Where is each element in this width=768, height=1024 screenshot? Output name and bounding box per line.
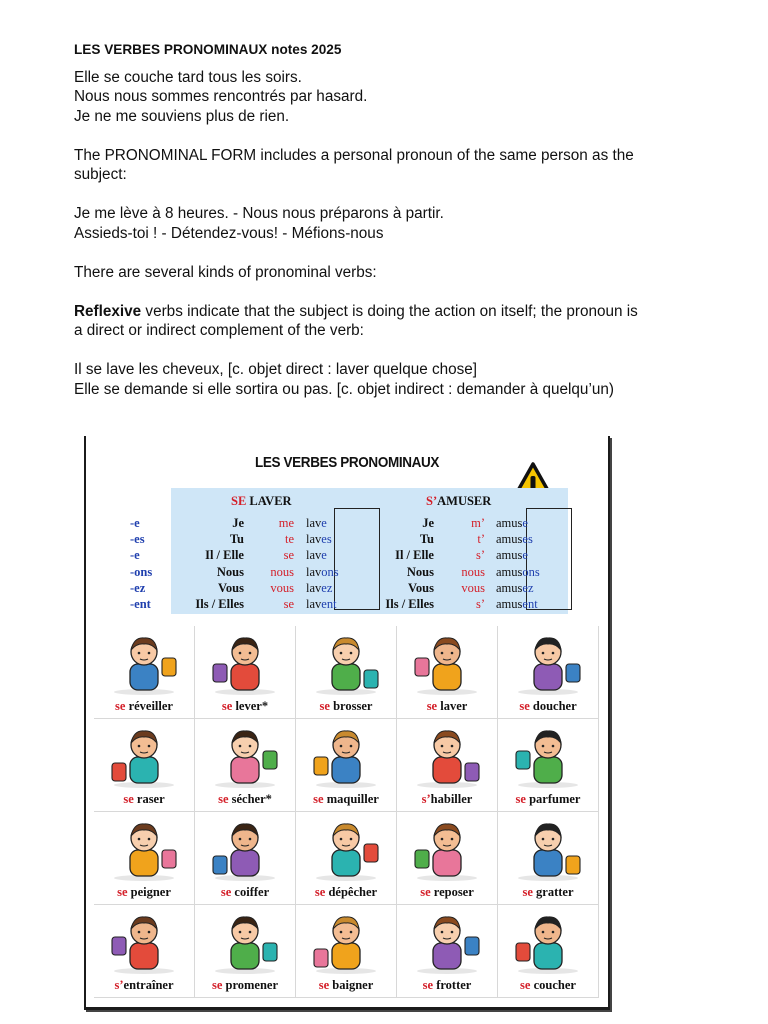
verb-illustration-icon bbox=[306, 816, 386, 882]
verb-card bbox=[296, 812, 397, 905]
verb-illustration-icon bbox=[508, 909, 588, 975]
subject-column: Je Tu Il / Elle Nous Vous Ils / Elles bbox=[195, 516, 244, 611]
reflexive-pronoun: se bbox=[117, 885, 131, 899]
verb-infinitive: raser bbox=[136, 792, 165, 806]
verb-card bbox=[195, 812, 296, 905]
verb-infinitive: lever* bbox=[235, 699, 269, 713]
verb-illustration-icon bbox=[205, 723, 285, 789]
verb-infinitive: coiffer bbox=[234, 885, 270, 899]
verb-illustration-icon bbox=[306, 723, 386, 789]
reflexive-pronoun: se bbox=[221, 699, 236, 713]
reflexive-pronoun: se bbox=[220, 885, 235, 899]
verb-label bbox=[498, 792, 598, 807]
verb-illustration-icon bbox=[104, 630, 184, 696]
reflexive-pronoun: s’ bbox=[421, 792, 431, 806]
verb-label bbox=[94, 885, 194, 900]
verb-label bbox=[498, 885, 598, 900]
reflexive-pronoun: se bbox=[426, 699, 441, 713]
verb-label bbox=[195, 792, 295, 807]
example-line: Je ne me souviens plus de rien. bbox=[74, 107, 290, 125]
verb-illustration-icon bbox=[306, 909, 386, 975]
verb-label bbox=[195, 978, 295, 993]
verb-illustration-icon bbox=[205, 909, 285, 975]
verb-card bbox=[195, 719, 296, 812]
verb-label bbox=[94, 978, 194, 993]
reflexive-pronoun: se bbox=[211, 978, 226, 992]
verb-header-amuser: S’AMUSER bbox=[426, 494, 492, 508]
example-line: Il se lave les cheveux, [c. objet direct : laver quelque chose] bbox=[74, 361, 478, 378]
verb-label bbox=[498, 978, 598, 993]
verb-label bbox=[397, 978, 497, 993]
verb-card bbox=[195, 905, 296, 998]
verb-infinitive: réveiller bbox=[128, 699, 173, 713]
example-line: Nous nous sommes rencontrés par hasard. bbox=[74, 88, 368, 105]
verb-card bbox=[94, 905, 195, 998]
example-line: Elle se couche tard tous les soirs. bbox=[74, 68, 302, 86]
reflexive-pronoun: se bbox=[519, 699, 533, 713]
verb-header-laver: SE LAVER bbox=[231, 494, 292, 508]
reflexive-pronoun: se bbox=[522, 885, 537, 899]
verb-card bbox=[296, 905, 397, 998]
kinds-line: There are several kinds of pronominal verbs: bbox=[74, 263, 377, 281]
definition-line: subject: bbox=[74, 166, 127, 183]
verb-infinitive: peigner bbox=[130, 885, 171, 899]
subject-column: Je Tu Il / Elle Nous Vous Ils / Elles bbox=[385, 516, 434, 611]
verb-infinitive: brosser bbox=[333, 699, 373, 713]
verb-infinitive: laver bbox=[440, 699, 468, 713]
reflexive-pronoun: se bbox=[319, 699, 334, 713]
verb-infinitive: habiller bbox=[430, 792, 473, 806]
reflexive-pronoun: se bbox=[515, 792, 530, 806]
reflexive-pronoun: se bbox=[520, 978, 534, 992]
reflexive-pronoun: se bbox=[314, 885, 329, 899]
reflexive-pronoun: se bbox=[115, 699, 129, 713]
verb-illustration-icon bbox=[104, 909, 184, 975]
verb-infinitive: frotter bbox=[436, 978, 472, 992]
verb-card bbox=[397, 905, 498, 998]
verb-illustration-icon bbox=[407, 723, 487, 789]
example-line: Elle se demande si elle sortira ou pas. [c. objet indirect : demander à quelqu’un) bbox=[74, 380, 614, 398]
verb-illustration-icon bbox=[205, 816, 285, 882]
verb-infinitive: sécher* bbox=[231, 792, 272, 806]
verb-infinitive: maquiller bbox=[326, 792, 379, 806]
verb-card bbox=[397, 626, 498, 719]
reflexive-pronoun: se bbox=[218, 792, 232, 806]
verb-infinitive: coucher bbox=[533, 978, 576, 992]
verb-label bbox=[498, 699, 598, 714]
verb-illustration-icon bbox=[407, 909, 487, 975]
verb-illustration-icon bbox=[508, 816, 588, 882]
definition-line: The PRONOMINAL FORM includes a personal pronoun of the same person as the bbox=[74, 146, 634, 164]
reflexive-line: a direct or indirect complement of the verb: bbox=[74, 322, 364, 339]
verb-card bbox=[397, 719, 498, 812]
verb-label bbox=[296, 792, 396, 807]
notes-title: LES VERBES PRONOMINAUX notes 2025 bbox=[74, 42, 342, 57]
reflexive-pronoun: se bbox=[422, 978, 437, 992]
verb-card bbox=[296, 626, 397, 719]
verb-label bbox=[195, 885, 295, 900]
reflexive-pronoun: se bbox=[420, 885, 434, 899]
verb-label bbox=[94, 699, 194, 714]
verb-label bbox=[195, 699, 295, 714]
reflexive-pronoun-column: m’ t’ s’ nous vous s’ bbox=[461, 516, 485, 611]
verb-label bbox=[397, 885, 497, 900]
verb-card bbox=[94, 626, 195, 719]
verb-illustration-icon bbox=[508, 630, 588, 696]
example-line: Assieds-toi ! - Détendez-vous! - Méfions-nous bbox=[74, 224, 384, 242]
verb-label bbox=[94, 792, 194, 807]
verb-card bbox=[195, 626, 296, 719]
verb-illustration-icon bbox=[407, 816, 487, 882]
verb-label bbox=[296, 978, 396, 993]
verb-label bbox=[397, 699, 497, 714]
reflexive-pronoun: se bbox=[313, 792, 327, 806]
verb-card bbox=[498, 719, 599, 812]
verb-infinitive: reposer bbox=[433, 885, 474, 899]
verb-infinitive: gratter bbox=[536, 885, 574, 899]
verb-infinitive: baigner bbox=[332, 978, 374, 992]
reflexive-line bbox=[74, 302, 724, 322]
reflexive-text: verbs indicate that the subject is doing the action on itself; the pronoun is bbox=[141, 302, 638, 320]
reflexive-pronoun: se bbox=[318, 978, 333, 992]
verb-infinitive: dépêcher bbox=[328, 885, 378, 899]
verb-label bbox=[296, 699, 396, 714]
verb-card bbox=[94, 812, 195, 905]
ending-column: -e -es -e -ons -ez -ent bbox=[130, 516, 153, 611]
verb-card bbox=[498, 812, 599, 905]
verb-illustration-icon bbox=[508, 723, 588, 789]
laver-forms-column: lave laves lave lavons lavez lavent bbox=[306, 516, 339, 611]
verb-card bbox=[498, 905, 599, 998]
poster-title: LES VERBES PRONOMINAUX bbox=[254, 454, 440, 471]
verb-illustration-icon bbox=[104, 723, 184, 789]
reflexive-pronoun-column: me te se nous vous se bbox=[270, 516, 294, 611]
verb-infinitive: entraîner bbox=[123, 978, 174, 992]
reflexive-pronoun: s’ bbox=[114, 978, 124, 992]
verb-illustration-icon bbox=[104, 816, 184, 882]
verb-illustration-icon bbox=[205, 630, 285, 696]
verb-card bbox=[94, 719, 195, 812]
verb-label bbox=[296, 885, 396, 900]
verb-illustration-icon bbox=[306, 630, 386, 696]
verb-label bbox=[397, 792, 497, 807]
verb-illustration-grid bbox=[94, 626, 598, 998]
verb-card bbox=[498, 626, 599, 719]
verb-infinitive: parfumer bbox=[529, 792, 581, 806]
reflexive-term: Reflexive bbox=[74, 302, 142, 320]
notes-text bbox=[74, 40, 724, 399]
reflexive-pronoun: se bbox=[123, 792, 137, 806]
verb-infinitive: promener bbox=[225, 978, 279, 992]
example-line: Je me lève à 8 heures. - Nous nous préparons à partir. bbox=[74, 205, 444, 222]
verb-poster bbox=[84, 436, 610, 1010]
amuser-forms-column: amuse amuses amuse amusons amusez amusent bbox=[496, 516, 540, 611]
verb-infinitive: doucher bbox=[532, 699, 577, 713]
verb-illustration-icon bbox=[407, 630, 487, 696]
verb-card bbox=[296, 719, 397, 812]
verb-card bbox=[397, 812, 498, 905]
